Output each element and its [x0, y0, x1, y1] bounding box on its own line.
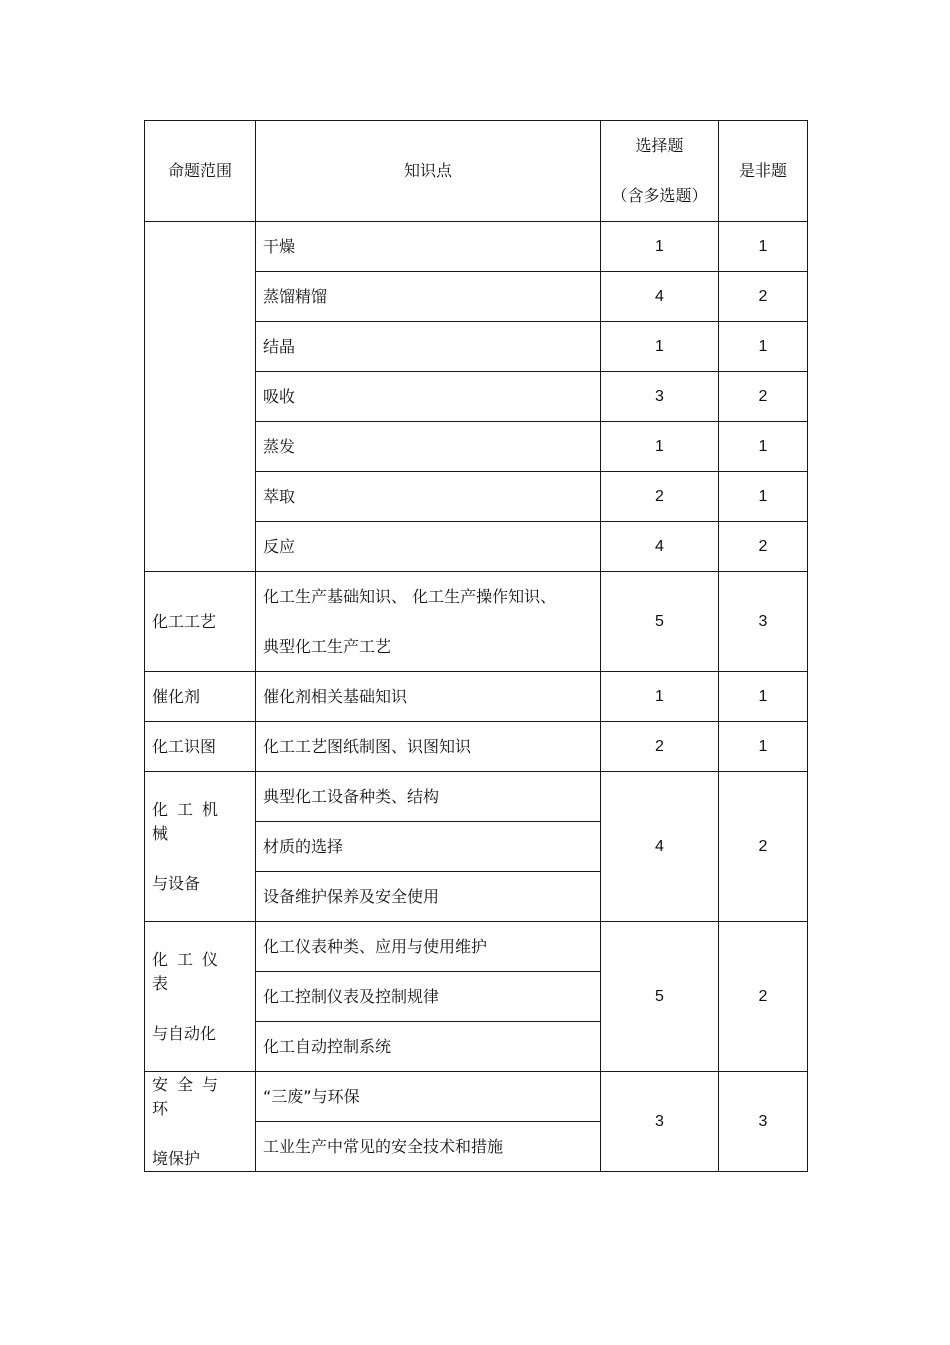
knowledge-cell: 蒸馏精馏 [256, 272, 601, 322]
table-row-drawing [145, 722, 808, 772]
header-choice-line2: （含多选题） [611, 186, 708, 205]
table-row-safety [145, 1072, 808, 1122]
choice-count: 4 [601, 522, 719, 572]
choice-count: 5 [601, 572, 719, 672]
knowledge-cell: 工业生产中常见的安全技术和措施 [256, 1122, 601, 1172]
knowledge-cell: 材质的选择 [256, 822, 601, 872]
truefalse-count: 2 [719, 522, 808, 572]
truefalse-count: 1 [719, 722, 808, 772]
knowledge-cell: 萃取 [256, 472, 601, 522]
table-row-instrument [145, 922, 808, 972]
truefalse-count: 3 [719, 572, 808, 672]
choice-count: 3 [601, 1072, 719, 1172]
knowledge-cell: 设备维护保养及安全使用 [256, 872, 601, 922]
category-line: 化工机械 [152, 799, 228, 843]
table-row-machinery [145, 772, 808, 822]
choice-count: 2 [601, 472, 719, 522]
knowledge-line: 典型化工生产工艺 [263, 636, 392, 656]
table-row-catalyst [145, 672, 808, 722]
truefalse-count: 1 [719, 222, 808, 272]
header-truefalse: 是非题 [719, 121, 808, 222]
truefalse-count: 2 [719, 922, 808, 1072]
table-row-process [145, 572, 808, 672]
category-cell: 化工工艺 [145, 572, 256, 672]
knowledge-cell: 催化剂相关基础知识 [256, 672, 601, 722]
knowledge-cell: 化工仪表种类、应用与使用维护 [256, 922, 601, 972]
truefalse-count: 1 [719, 472, 808, 522]
truefalse-count: 2 [719, 272, 808, 322]
knowledge-cell: 吸收 [256, 372, 601, 422]
header-row [145, 121, 808, 222]
header-choice-line1: 选择题 [635, 136, 684, 155]
choice-count: 5 [601, 922, 719, 1072]
category-line: 与设备 [152, 873, 201, 893]
category-line: 与自动化 [152, 1023, 217, 1043]
header-scope: 命题范围 [145, 121, 256, 222]
table-row [145, 222, 808, 272]
truefalse-count: 1 [719, 322, 808, 372]
knowledge-cell: 化工工艺图纸制图、识图知识 [256, 722, 601, 772]
category-cell: 化工识图 [145, 722, 256, 772]
truefalse-count: 3 [719, 1072, 808, 1172]
category-cell: 催化剂 [145, 672, 256, 722]
category-cell [145, 772, 256, 922]
choice-count: 4 [601, 272, 719, 322]
truefalse-count: 1 [719, 672, 808, 722]
choice-count: 4 [601, 772, 719, 922]
choice-count: 1 [601, 322, 719, 372]
choice-count: 1 [601, 222, 719, 272]
knowledge-cell: 典型化工设备种类、结构 [256, 772, 601, 822]
knowledge-line: 化工生产基础知识、 化工生产操作知识、 [263, 586, 557, 606]
exam-spec-table [144, 120, 808, 1172]
header-knowledge: 知识点 [256, 121, 601, 222]
knowledge-cell: 结晶 [256, 322, 601, 372]
category-cell [145, 922, 256, 1072]
knowledge-cell: 干燥 [256, 222, 601, 272]
truefalse-count: 2 [719, 372, 808, 422]
choice-count: 3 [601, 372, 719, 422]
choice-count: 1 [601, 422, 719, 472]
category-line: 境保护 [152, 1148, 201, 1168]
knowledge-cell: 反应 [256, 522, 601, 572]
truefalse-count: 2 [719, 772, 808, 922]
truefalse-count: 1 [719, 422, 808, 472]
choice-count: 2 [601, 722, 719, 772]
category-line: 化工仪表 [152, 949, 228, 993]
choice-count: 1 [601, 672, 719, 722]
knowledge-cell: 蒸发 [256, 422, 601, 472]
header-choice [601, 121, 719, 222]
knowledge-cell: 化工控制仪表及控制规律 [256, 972, 601, 1022]
category-line: 安全与环 [152, 1074, 228, 1118]
category-cell [145, 1072, 256, 1172]
knowledge-cell: “三废”与环保 [256, 1072, 601, 1122]
category-cell-unit-ops [145, 222, 256, 572]
knowledge-cell [256, 572, 601, 672]
knowledge-cell: 化工自动控制系统 [256, 1022, 601, 1072]
